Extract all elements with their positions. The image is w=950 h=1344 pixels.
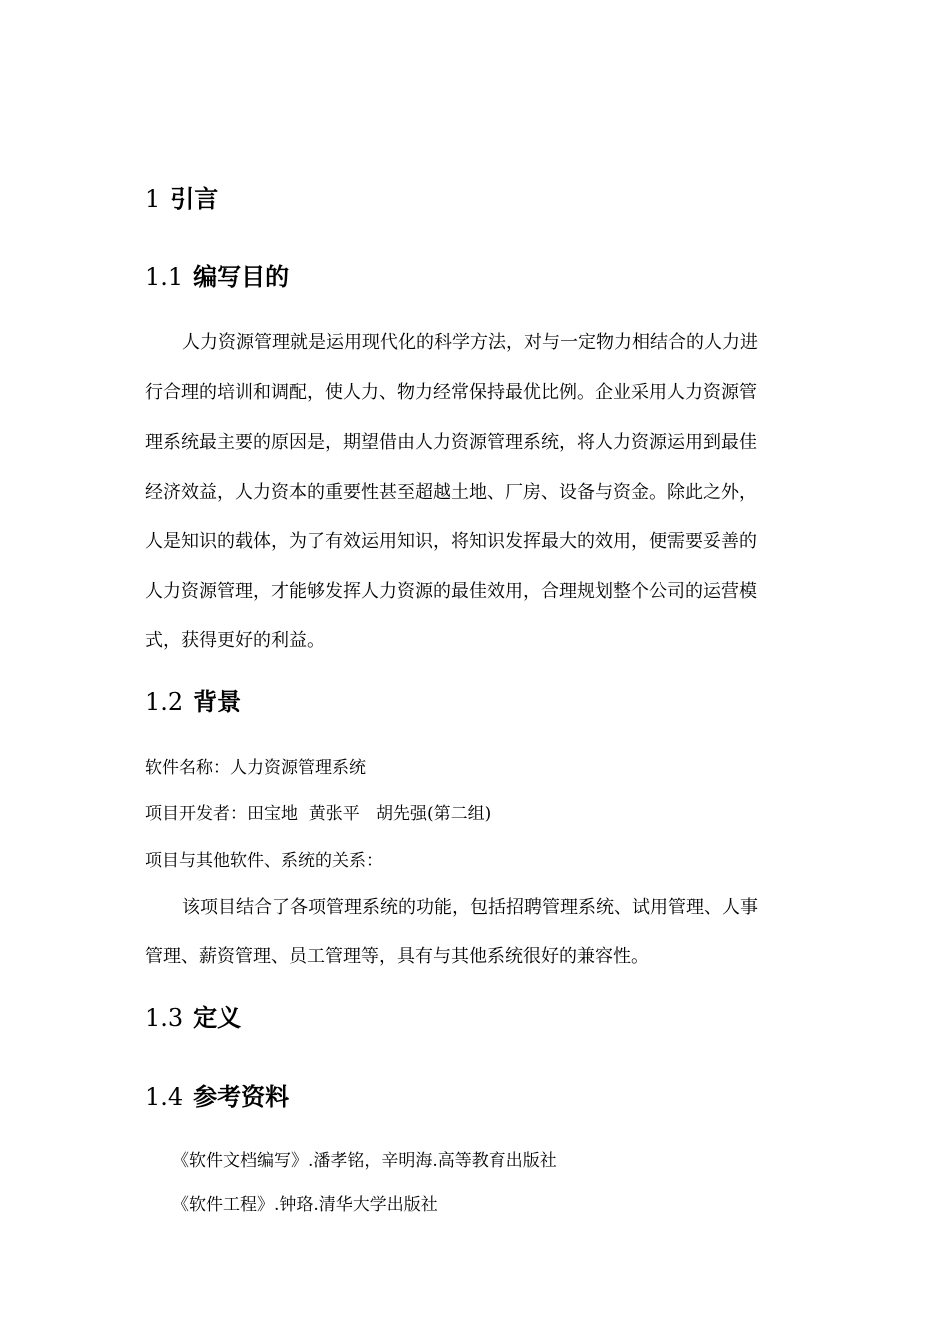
- relation-label: 项目与其他软件、系统的关系：: [145, 851, 383, 871]
- heading-number: 1: [145, 185, 161, 213]
- heading-number: 1.4: [145, 1083, 184, 1111]
- software-name: 软件名称：人力资源管理系统: [145, 758, 366, 778]
- paragraph-line: 管理、薪资管理、员工管理等，具有与其他系统很好的兼容性。: [145, 946, 649, 967]
- heading-title: 引言: [170, 185, 219, 213]
- paragraph-line: 人力资源管理就是运用现代化的科学方法，对与一定物力相结合的人力进: [182, 332, 758, 353]
- heading-title: 编写目的: [193, 263, 290, 291]
- developers: 项目开发者：田宝地 黄张平 胡先强(第二组): [145, 804, 492, 824]
- paragraph-line: 该项目结合了各项管理系统的功能，包括招聘管理系统、试用管理、人事: [182, 897, 758, 918]
- paragraph-line: 行合理的培训和调配，使人力、物力经常保持最优比例。企业采用人力资源管: [145, 382, 757, 403]
- paragraph-line: 式，获得更好的利益。: [145, 630, 325, 651]
- paragraph-line: 理系统最主要的原因是，期望借由人力资源管理系统，将人力资源运用到最佳: [145, 432, 757, 453]
- paragraph-line: 经济效益，人力资本的重要性甚至超越土地、厂房、设备与资金。除此之外，: [145, 482, 757, 503]
- paragraph-line: 人力资源管理，才能够发挥人力资源的最佳效用，合理规划整个公司的运营模: [145, 581, 757, 602]
- reference-item: 《软件文档编写》.潘孝铭，辛明海.高等教育出版社: [172, 1151, 557, 1171]
- heading-definition: [145, 1003, 241, 1033]
- heading-number: 1.1: [145, 263, 184, 291]
- heading-purpose: [145, 262, 289, 292]
- heading-background: [145, 687, 241, 717]
- heading-references: [145, 1082, 289, 1112]
- heading-title: 背景: [193, 688, 242, 716]
- heading-number: 1.2: [145, 688, 184, 716]
- heading-number: 1.3: [145, 1004, 184, 1032]
- heading-intro: [145, 184, 218, 214]
- paragraph-line: 人是知识的载体，为了有效运用知识，将知识发挥最大的效用，便需要妥善的: [145, 531, 757, 552]
- heading-title: 参考资料: [193, 1083, 290, 1111]
- reference-item: 《软件工程》.钟珞.清华大学出版社: [172, 1195, 438, 1215]
- heading-title: 定义: [193, 1004, 242, 1032]
